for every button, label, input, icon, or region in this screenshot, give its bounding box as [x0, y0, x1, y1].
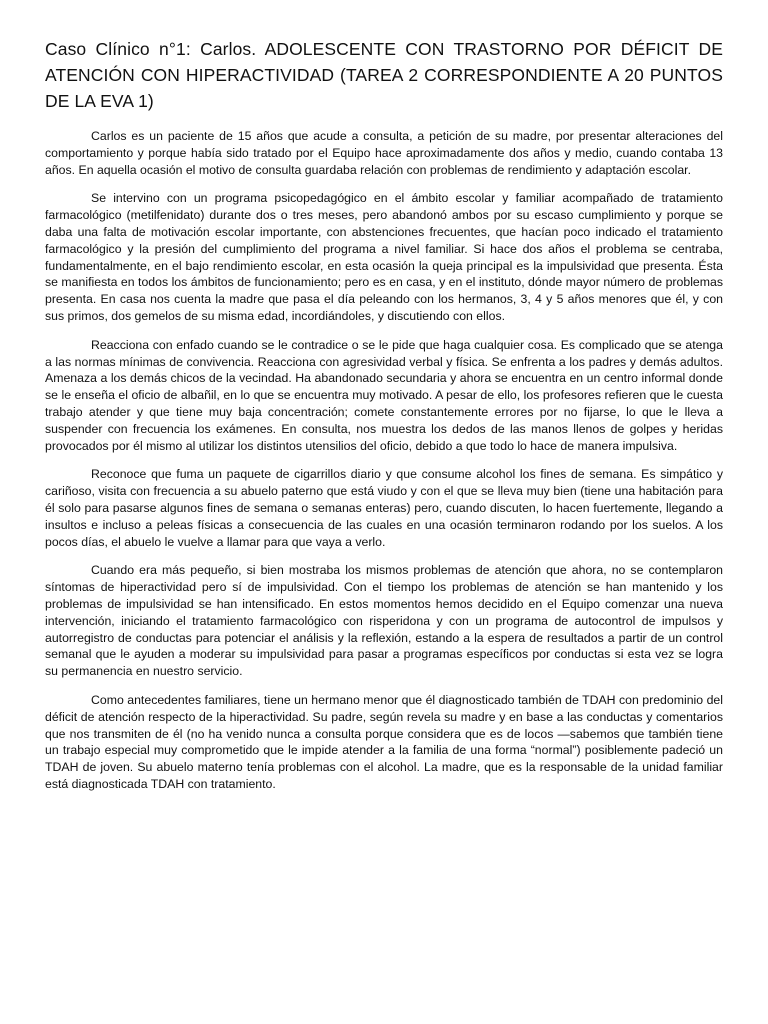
- document-body: [45, 36, 723, 805]
- paragraph-5: Cuando era más pequeño, si bien mostraba los mismos problemas de atención que ahora, no se contemplaron síntomas de hiperactividad pero sí de impulsividad. Con el tiempo los problemas de atención se han mantenido y los problemas de impulsividad se han intensificado. En estos momentos hemos decidido en el Equipo comenzar una nueva intervención, iniciando el tratamiento farmacológico con risperidona y con un programa de autocontrol de impulsos y autorregistro de conductas para potenciar el análisis y la reflexión, estando a la espera de resultados a partir de un control semanal que le ayuden a moderar su impulsividad para pasar a programas específicos por conductas si esta vez se logra su permanencia en nuestro servicio.: [45, 563, 723, 679]
- paragraph-2: Se intervino con un programa psicopedagógico en el ámbito escolar y familiar acompañado de tratamiento farmacológico (metilfenidato) durante dos o tres meses, pero abandonó ambos por su escaso cumplimiento y porque se daba una falta de motivación escolar importante, con abstenciones frecuentes, que hacían poco indicado el tratamiento farmacológico y la presión del cumplimiento del programa a nivel familiar. Si hace dos años el problema se centraba, fundamentalmente, en el bajo rendimiento escolar, en esta ocasión la queja principal es la impulsividad que presenta. Ésta se manifiesta en todos los ámbitos de funcionamiento; pero es en casa, y en el instituto, dónde mayor número de problemas presenta. En casa nos cuenta la madre que pasa el día peleando con los hermanos, 3, 4 y 5 años menores que él, y con sus primos, dos gemelos de su misma edad, incordiándoles, y discutiendo con ellos.: [45, 191, 723, 323]
- paragraph-3: Reacciona con enfado cuando se le contradice o se le pide que haga cualquier cosa. Es complicado que se atenga a las normas mínimas de convivencia. Reacciona con agresividad verbal y física. Se enfrenta a los padres y demás adultos. Amenaza a los demás chicos de la vecindad. Ha abandonado secundaria y ahora se encuentra en un centro informal donde se le enseña el oficio de albañil, en lo que se encuentra muy motivado. A pesar de ello, los profesores refieren que le cuesta trabajo atender y que tiene muy baja concentración; comete constantemente errores por no fijarse, lo que le lleva a suspender con frecuencia los exámenes. En consulta, nos muestra los dedos de las manos llenos de golpes y heridas provocados por él mismo al utilizar los distintos utensilios del oficio, debido a que todo lo hace de manera impulsiva.: [45, 337, 723, 453]
- paragraph-4: Reconoce que fuma un paquete de cigarrillos diario y que consume alcohol los fines de semana. Es simpático y cariñoso, visita con frecuencia a su abuelo paterno que está viudo y con el que se lleva muy bien (tiene una habitación para él solo para pasarse algunos fines de semana o semanas enteras) pero, cuando discuten, lo hacen fuertemente, llegando a insultos e incluso a peleas físicas a consecuencia de las cuales en una ocasión terminaron rodando por los suelos. A los pocos días, el abuelo le vuelve a llamar para que vaya a verlo.: [45, 467, 723, 549]
- paragraph-1: Carlos es un paciente de 15 años que acude a consulta, a petición de su madre, por presentar alteraciones del comportamiento y porque había sido tratado por el Equipo hace aproximadamente dos años y medio, cuando contaba 13 años. En aquella ocasión el motivo de consulta guardaba relación con problemas de rendimiento y adaptación escolar.: [45, 129, 723, 177]
- paragraph-6: Como antecedentes familiares, tiene un hermano menor que él diagnosticado también de TDAH con predominio del déficit de atención respecto de la hiperactividad. Su padre, según revela su madre y en base a las conductas y comentarios que nos transmiten de él (no ha venido nunca a consulta porque considera que es de locos —sabemos que también tiene un trabajo especial muy comprometido que le impide atender a la familia de una forma “normal”) posiblemente padeció un TDAH de joven. Su abuelo materno tenía problemas con el alcohol. La madre, que es la responsable de la unidad familiar está diagnosticada TDAH con tratamiento.: [45, 692, 723, 791]
- document-title: Caso Clínico n°1: Carlos. ADOLESCENTE CON TRASTORNO POR DÉFICIT DE ATENCIÓN CON HIPERACTIVIDAD (TAREA 2 CORRESPONDIENTE A 20 PUNTOS DE LA EVA 1): [45, 39, 723, 111]
